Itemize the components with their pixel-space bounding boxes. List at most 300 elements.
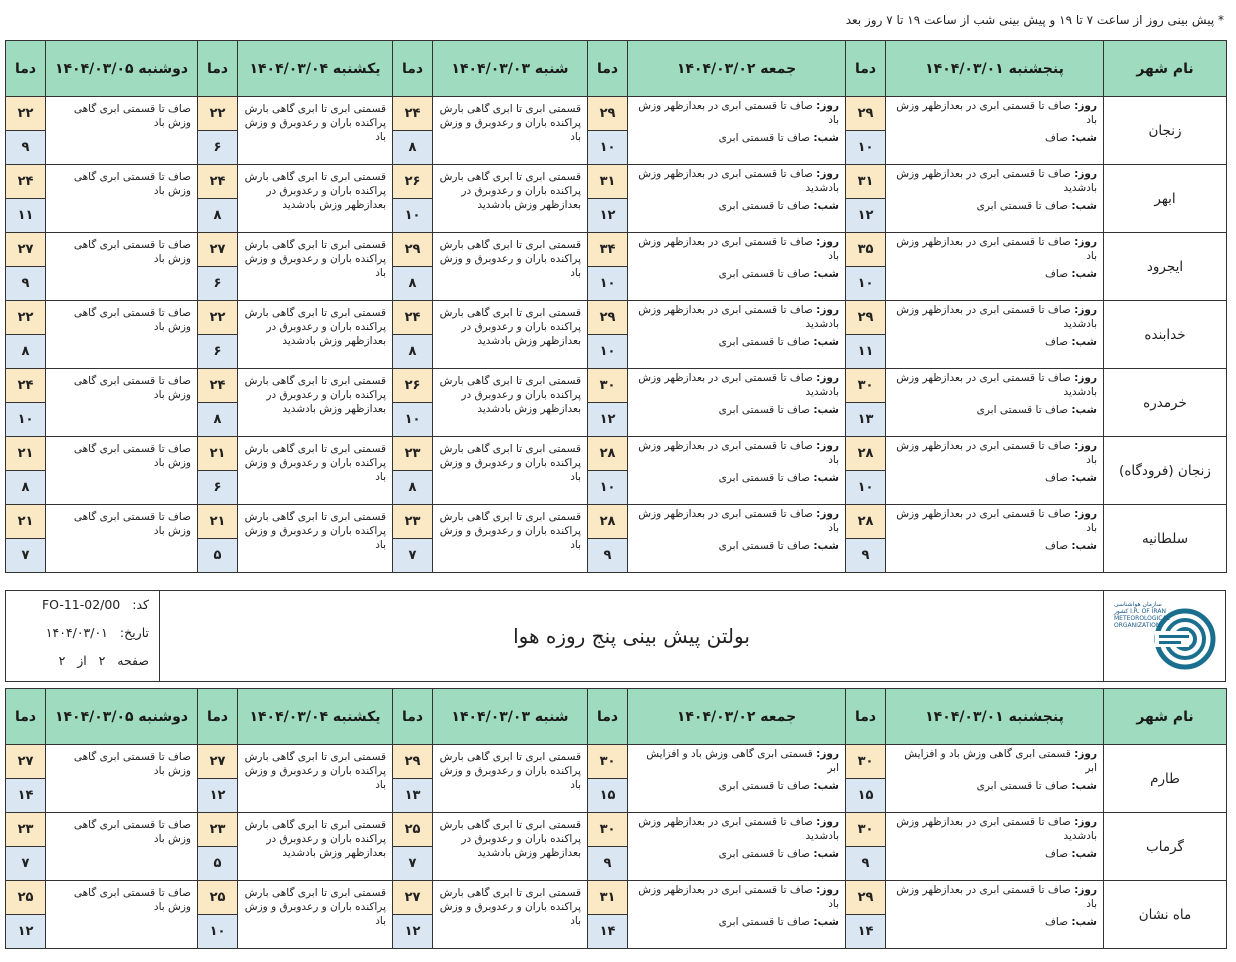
min-temp: ۸ xyxy=(6,471,46,505)
night-forecast-text: صاف تا قسمتی ابری xyxy=(976,780,1069,792)
day-forecast-text: صاف تا قسمتی ابری در بعدازظهر وزش باد xyxy=(638,236,839,262)
max-temp: ۲۴ xyxy=(6,369,46,403)
max-temp: ۳۰ xyxy=(846,745,886,779)
max-temp: ۲۷ xyxy=(393,881,433,915)
forecast-description xyxy=(628,233,846,301)
code-row xyxy=(6,597,149,625)
max-temp: ۲۱ xyxy=(198,505,238,539)
day-label: روز: xyxy=(1074,304,1097,316)
day-label: روز: xyxy=(816,748,839,760)
min-temp: ۷ xyxy=(6,539,46,573)
night-label: شب: xyxy=(813,916,839,928)
night-forecast-text: صاف تا قسمتی ابری xyxy=(718,780,811,792)
min-temp: ۹ xyxy=(846,539,886,573)
max-temp: ۲۹ xyxy=(588,97,628,131)
night-forecast xyxy=(632,403,839,417)
logo xyxy=(1103,591,1225,681)
night-forecast xyxy=(890,847,1097,861)
code-label: کد: xyxy=(132,597,149,612)
min-temp: ۱۲ xyxy=(588,199,628,233)
forecast-description xyxy=(886,437,1104,505)
day-forecast-text: صاف تا قسمتی ابری در بعدازظهر وزش باد xyxy=(638,440,839,466)
table-header-row xyxy=(6,41,1227,97)
night-forecast-text: صاف تا قسمتی ابری xyxy=(718,336,811,348)
min-temp: ۱۰ xyxy=(198,915,238,949)
night-forecast xyxy=(632,847,839,861)
min-temp: ۱۰ xyxy=(588,471,628,505)
day-forecast-text: صاف تا قسمتی ابری در بعدازظهر وزش باد xyxy=(896,100,1097,126)
day-label: روز: xyxy=(1074,440,1097,452)
day-forecast xyxy=(632,303,839,331)
city-name: زنجان xyxy=(1104,97,1227,165)
max-temp: ۲۸ xyxy=(588,437,628,471)
day-3-header: شنبه ۱۴۰۴/۰۳/۰۳ xyxy=(433,689,588,745)
forecast-description xyxy=(886,881,1104,949)
min-temp: ۸ xyxy=(6,335,46,369)
forecast-description: صاف تا قسمتی ابری گاهی وزش باد xyxy=(46,97,198,165)
table-row xyxy=(6,813,1227,847)
forecast-description: صاف تا قسمتی ابری گاهی وزش باد xyxy=(46,813,198,881)
min-temp: ۱۰ xyxy=(393,199,433,233)
max-temp: ۲۸ xyxy=(588,505,628,539)
forecast-description: قسمتی ابری تا ابری گاهی بارش پراکنده باران و رعدوبرق و وزش باد xyxy=(433,745,588,813)
night-forecast-text: صاف تا قسمتی ابری xyxy=(718,404,811,416)
forecast-description xyxy=(628,437,846,505)
day-5-header: دوشنبه ۱۴۰۴/۰۳/۰۵ xyxy=(46,689,198,745)
night-label: شب: xyxy=(813,132,839,144)
temp-column-header: دما xyxy=(393,41,433,97)
min-temp: ۸ xyxy=(198,199,238,233)
day-forecast-text: صاف تا قسمتی ابری در بعدازظهر وزش بادشدید xyxy=(638,304,839,330)
night-forecast xyxy=(632,471,839,485)
temp-column-header: دما xyxy=(198,689,238,745)
forecast-description: قسمتی ابری تا ابری گاهی بارش پراکنده باران و رعدوبرق در بعدازظهر وزش بادشدید xyxy=(238,813,393,881)
day-forecast xyxy=(890,99,1097,127)
day-label: روز: xyxy=(816,236,839,248)
day-label: روز: xyxy=(1074,816,1097,828)
min-temp: ۱۲ xyxy=(198,779,238,813)
max-temp: ۳۰ xyxy=(846,369,886,403)
forecast-description xyxy=(628,745,846,813)
night-forecast xyxy=(890,915,1097,929)
day-forecast xyxy=(890,747,1097,775)
min-temp: ۷ xyxy=(393,847,433,881)
max-temp: ۲۹ xyxy=(846,97,886,131)
day-forecast xyxy=(632,99,839,127)
night-forecast-text: صاف تا قسمتی ابری xyxy=(718,200,811,212)
night-label: شب: xyxy=(1071,780,1097,792)
max-temp: ۲۷ xyxy=(6,233,46,267)
night-forecast-text: صاف تا قسمتی ابری xyxy=(718,132,811,144)
forecast-description xyxy=(628,369,846,437)
table-row xyxy=(6,369,1227,403)
day-forecast xyxy=(890,371,1097,399)
min-temp: ۸ xyxy=(393,131,433,165)
min-temp: ۹ xyxy=(588,539,628,573)
min-temp: ۹ xyxy=(6,131,46,165)
max-temp: ۲۹ xyxy=(393,233,433,267)
table-row xyxy=(6,745,1227,779)
min-temp: ۶ xyxy=(198,131,238,165)
forecast-description xyxy=(628,505,846,573)
night-forecast-text: صاف تا قسمتی ابری xyxy=(718,848,811,860)
min-temp: ۱۰ xyxy=(588,131,628,165)
forecast-description xyxy=(886,505,1104,573)
forecast-description xyxy=(628,97,846,165)
night-forecast xyxy=(890,539,1097,553)
forecast-description xyxy=(886,233,1104,301)
forecast-period-note: * پیش بینی روز از ساعت ۷ تا ۱۹ و پیش بینی شب از ساعت ۱۹ تا ۷ روز بعد xyxy=(845,13,1224,27)
night-forecast-text: صاف xyxy=(1045,472,1069,484)
city-name: ایجرود xyxy=(1104,233,1227,301)
max-temp: ۳۱ xyxy=(588,881,628,915)
temp-column-header: دما xyxy=(588,41,628,97)
forecast-description: صاف تا قسمتی ابری گاهی وزش باد xyxy=(46,233,198,301)
forecast-description: قسمتی ابری تا ابری گاهی بارش پراکنده باران و رعدوبرق در بعدازظهر وزش بادشدید xyxy=(238,165,393,233)
min-temp: ۱۲ xyxy=(6,915,46,949)
min-temp: ۱۲ xyxy=(846,199,886,233)
min-temp: ۶ xyxy=(198,267,238,301)
min-temp: ۵ xyxy=(198,847,238,881)
page-number-row xyxy=(6,653,149,681)
night-label: شب: xyxy=(1071,268,1097,280)
min-temp: ۷ xyxy=(6,847,46,881)
day-label: روز: xyxy=(816,884,839,896)
night-forecast-text: صاف تا قسمتی ابری xyxy=(718,472,811,484)
max-temp: ۳۰ xyxy=(846,813,886,847)
max-temp: ۲۹ xyxy=(846,881,886,915)
min-temp: ۸ xyxy=(393,267,433,301)
day-forecast-text: صاف تا قسمتی ابری در بعدازظهر وزش بادشدید xyxy=(896,168,1097,194)
night-label: شب: xyxy=(1071,472,1097,484)
day-forecast-text: صاف تا قسمتی ابری در بعدازظهر وزش باد xyxy=(638,508,839,534)
min-temp: ۹ xyxy=(588,847,628,881)
day-forecast-text: صاف تا قسمتی ابری در بعدازظهر وزش بادشدید xyxy=(896,816,1097,842)
night-forecast-text: صاف xyxy=(1045,848,1069,860)
day-label: روز: xyxy=(1074,884,1097,896)
forecast-description: قسمتی ابری تا ابری گاهی بارش پراکنده باران و رعدوبرق و وزش باد xyxy=(238,881,393,949)
min-temp: ۱۰ xyxy=(588,335,628,369)
min-temp: ۶ xyxy=(198,471,238,505)
forecast-description: قسمتی ابری تا ابری گاهی بارش پراکنده باران و رعدوبرق و وزش باد xyxy=(433,437,588,505)
day-forecast-text: صاف تا قسمتی ابری در بعدازظهر وزش باد xyxy=(896,440,1097,466)
day-forecast-text: صاف تا قسمتی ابری در بعدازظهر وزش بادشدید xyxy=(638,168,839,194)
city-name: خرمدره xyxy=(1104,369,1227,437)
table-row xyxy=(6,505,1227,539)
night-label: شب: xyxy=(1071,848,1097,860)
night-forecast-text: صاف xyxy=(1045,132,1069,144)
forecast-description xyxy=(886,165,1104,233)
forecast-description xyxy=(886,745,1104,813)
min-temp: ۱۰ xyxy=(588,267,628,301)
date-value: ۱۴۰۴/۰۳/۰۱ xyxy=(45,625,108,640)
night-forecast-text: صاف تا قسمتی ابری xyxy=(718,268,811,280)
forecast-description: قسمتی ابری تا ابری گاهی بارش پراکنده باران و رعدوبرق در بعدازظهر وزش بادشدید xyxy=(433,369,588,437)
night-forecast-text: صاف تا قسمتی ابری xyxy=(976,200,1069,212)
max-temp: ۳۵ xyxy=(846,233,886,267)
forecast-description: صاف تا قسمتی ابری گاهی وزش باد xyxy=(46,165,198,233)
day-label: روز: xyxy=(816,508,839,520)
day-5-header: دوشنبه ۱۴۰۴/۰۳/۰۵ xyxy=(46,41,198,97)
max-temp: ۲۷ xyxy=(198,233,238,267)
night-forecast xyxy=(632,915,839,929)
forecast-description: صاف تا قسمتی ابری گاهی وزش باد xyxy=(46,301,198,369)
forecast-description: قسمتی ابری تا ابری گاهی بارش پراکنده باران و رعدوبرق و وزش باد xyxy=(238,233,393,301)
forecast-description xyxy=(886,369,1104,437)
night-forecast xyxy=(890,471,1097,485)
max-temp: ۲۵ xyxy=(6,881,46,915)
night-forecast-text: صاف تا قسمتی ابری xyxy=(718,540,811,552)
forecast-table-2 xyxy=(5,688,1227,949)
forecast-description: قسمتی ابری تا ابری گاهی بارش پراکنده باران و رعدوبرق و وزش باد xyxy=(238,745,393,813)
night-forecast xyxy=(890,403,1097,417)
page-number: صفحه ۲ از ۲ xyxy=(58,653,149,668)
day-forecast xyxy=(890,235,1097,263)
day-forecast-text: صاف تا قسمتی ابری در بعدازظهر وزش بادشدید xyxy=(896,372,1097,398)
forecast-description: قسمتی ابری تا ابری گاهی بارش پراکنده باران و رعدوبرق و وزش باد xyxy=(238,97,393,165)
day-3-header: شنبه ۱۴۰۴/۰۳/۰۳ xyxy=(433,41,588,97)
max-temp: ۲۴ xyxy=(393,97,433,131)
forecast-description xyxy=(628,881,846,949)
day-label: روز: xyxy=(816,168,839,180)
temp-column-header: دما xyxy=(393,689,433,745)
min-temp: ۱۱ xyxy=(6,199,46,233)
max-temp: ۲۲ xyxy=(198,97,238,131)
forecast-description xyxy=(886,97,1104,165)
min-temp: ۹ xyxy=(6,267,46,301)
forecast-description: صاف تا قسمتی ابری گاهی وزش باد xyxy=(46,745,198,813)
forecast-description xyxy=(628,165,846,233)
date-label: تاریخ: xyxy=(119,625,149,640)
night-forecast xyxy=(890,779,1097,793)
max-temp: ۲۴ xyxy=(393,301,433,335)
temp-column-header: دما xyxy=(6,41,46,97)
forecast-description: قسمتی ابری تا ابری گاهی بارش پراکنده باران و رعدوبرق و وزش باد xyxy=(238,505,393,573)
min-temp: ۱۰ xyxy=(846,131,886,165)
night-forecast-text: صاف xyxy=(1045,336,1069,348)
max-temp: ۲۲ xyxy=(6,97,46,131)
max-temp: ۲۱ xyxy=(6,437,46,471)
night-forecast-text: صاف xyxy=(1045,540,1069,552)
day-forecast xyxy=(632,747,839,775)
forecast-description xyxy=(886,813,1104,881)
day-forecast xyxy=(890,507,1097,535)
min-temp: ۱۴ xyxy=(6,779,46,813)
date-row xyxy=(6,625,149,653)
day-2-header: جمعه ۱۴۰۴/۰۳/۰۲ xyxy=(628,689,846,745)
night-label: شب: xyxy=(813,200,839,212)
min-temp: ۱۴ xyxy=(846,915,886,949)
day-label: روز: xyxy=(1074,508,1097,520)
max-temp: ۲۶ xyxy=(393,369,433,403)
day-label: روز: xyxy=(816,372,839,384)
day-forecast-text: صاف تا قسمتی ابری در بعدازظهر وزش باد xyxy=(896,508,1097,534)
city-name: زنجان (فرودگاه) xyxy=(1104,437,1227,505)
night-label: شب: xyxy=(813,848,839,860)
forecast-description: قسمتی ابری تا ابری گاهی بارش پراکنده باران و رعدوبرق در بعدازظهر وزش بادشدید xyxy=(433,165,588,233)
logo-text: سازمان هواشناسی کشور I.R. OF IRAN METEOROLOGICAL ORGANIZATION xyxy=(1114,601,1170,629)
day-label: روز: xyxy=(1074,236,1097,248)
min-temp: ۱۲ xyxy=(588,403,628,437)
day-label: روز: xyxy=(816,440,839,452)
min-temp: ۱۰ xyxy=(6,403,46,437)
max-temp: ۲۲ xyxy=(198,301,238,335)
max-temp: ۲۹ xyxy=(393,745,433,779)
day-forecast xyxy=(890,439,1097,467)
table-row xyxy=(6,301,1227,335)
day-forecast xyxy=(632,507,839,535)
city-name: ماه نشان xyxy=(1104,881,1227,949)
forecast-description xyxy=(886,301,1104,369)
forecast-description: صاف تا قسمتی ابری گاهی وزش باد xyxy=(46,437,198,505)
document-info xyxy=(6,591,160,681)
max-temp: ۲۷ xyxy=(6,745,46,779)
forecast-description: قسمتی ابری تا ابری گاهی بارش پراکنده باران و رعدوبرق در بعدازظهر وزش بادشدید xyxy=(433,301,588,369)
table-header-row xyxy=(6,689,1227,745)
day-label: روز: xyxy=(1074,168,1097,180)
city-name: خدابنده xyxy=(1104,301,1227,369)
day-label: روز: xyxy=(1074,748,1097,760)
night-label: شب: xyxy=(813,268,839,280)
forecast-description: قسمتی ابری تا ابری گاهی بارش پراکنده باران و رعدوبرق و وزش باد xyxy=(238,437,393,505)
night-forecast xyxy=(632,539,839,553)
day-forecast-text: صاف تا قسمتی ابری در بعدازظهر وزش باد xyxy=(638,100,839,126)
max-temp: ۲۹ xyxy=(588,301,628,335)
day-forecast-text: صاف تا قسمتی ابری در بعدازظهر وزش باد xyxy=(896,236,1097,262)
table-row xyxy=(6,97,1227,131)
night-label: شب: xyxy=(1071,916,1097,928)
forecast-description: قسمتی ابری تا ابری گاهی بارش پراکنده باران و رعدوبرق در بعدازظهر وزش بادشدید xyxy=(238,301,393,369)
forecast-description: قسمتی ابری تا ابری گاهی بارش پراکنده باران و رعدوبرق و وزش باد xyxy=(433,881,588,949)
max-temp: ۲۱ xyxy=(6,505,46,539)
max-temp: ۲۲ xyxy=(6,301,46,335)
max-temp: ۲۴ xyxy=(6,165,46,199)
forecast-description xyxy=(628,813,846,881)
city-column-header: نام شهر xyxy=(1104,41,1227,97)
forecast-description: صاف تا قسمتی ابری گاهی وزش باد xyxy=(46,505,198,573)
max-temp: ۲۸ xyxy=(846,505,886,539)
table-row xyxy=(6,165,1227,199)
max-temp: ۲۳ xyxy=(393,437,433,471)
day-label: روز: xyxy=(1074,100,1097,112)
night-forecast xyxy=(890,131,1097,145)
max-temp: ۲۸ xyxy=(846,437,886,471)
day-2-header: جمعه ۱۴۰۴/۰۳/۰۲ xyxy=(628,41,846,97)
day-forecast-text: صاف تا قسمتی ابری در بعدازظهر وزش بادشدید xyxy=(638,816,839,842)
forecast-description: صاف تا قسمتی ابری گاهی وزش باد xyxy=(46,369,198,437)
max-temp: ۲۶ xyxy=(393,165,433,199)
day-forecast xyxy=(632,371,839,399)
forecast-table-1 xyxy=(5,40,1227,573)
day-1-header: پنجشنبه ۱۴۰۴/۰۳/۰۱ xyxy=(886,689,1104,745)
max-temp: ۲۷ xyxy=(198,745,238,779)
max-temp: ۳۱ xyxy=(588,165,628,199)
day-forecast xyxy=(632,815,839,843)
day-forecast-text: صاف تا قسمتی ابری در بعدازظهر وزش باد xyxy=(638,884,839,910)
day-forecast-text: صاف تا قسمتی ابری در بعدازظهر وزش بادشدید xyxy=(638,372,839,398)
min-temp: ۹ xyxy=(846,847,886,881)
table-row xyxy=(6,233,1227,267)
day-label: روز: xyxy=(816,816,839,828)
night-label: شب: xyxy=(1071,200,1097,212)
table-row xyxy=(6,881,1227,915)
min-temp: ۶ xyxy=(198,335,238,369)
max-temp: ۲۳ xyxy=(6,813,46,847)
city-name: گرماب xyxy=(1104,813,1227,881)
bulletin-banner xyxy=(5,590,1226,682)
night-forecast xyxy=(632,779,839,793)
max-temp: ۳۱ xyxy=(846,165,886,199)
night-forecast xyxy=(890,199,1097,213)
city-name: سلطانیه xyxy=(1104,505,1227,573)
min-temp: ۸ xyxy=(393,471,433,505)
night-label: شب: xyxy=(1071,132,1097,144)
min-temp: ۱۵ xyxy=(588,779,628,813)
min-temp: ۵ xyxy=(198,539,238,573)
min-temp: ۱۵ xyxy=(846,779,886,813)
temp-column-header: دما xyxy=(846,41,886,97)
city-name: طارم xyxy=(1104,745,1227,813)
min-temp: ۸ xyxy=(198,403,238,437)
min-temp: ۱۴ xyxy=(588,915,628,949)
night-label: شب: xyxy=(1071,540,1097,552)
day-forecast xyxy=(890,303,1097,331)
night-label: شب: xyxy=(813,540,839,552)
day-forecast xyxy=(890,883,1097,911)
day-forecast xyxy=(632,883,839,911)
day-forecast-text: قسمتی ابری گاهی وزش باد و افزایش ابر xyxy=(646,748,839,774)
code-value: FO-11-02/00 xyxy=(41,597,121,612)
day-forecast xyxy=(632,167,839,195)
max-temp: ۲۹ xyxy=(846,301,886,335)
night-label: شب: xyxy=(813,336,839,348)
night-label: شب: xyxy=(1071,336,1097,348)
city-column-header: نام شهر xyxy=(1104,689,1227,745)
day-4-header: یکشنبه ۱۴۰۴/۰۳/۰۴ xyxy=(238,689,393,745)
min-temp: ۱۳ xyxy=(393,779,433,813)
min-temp: ۱۲ xyxy=(393,915,433,949)
night-forecast-text: صاف xyxy=(1045,268,1069,280)
day-label: روز: xyxy=(1074,372,1097,384)
day-4-header: یکشنبه ۱۴۰۴/۰۳/۰۴ xyxy=(238,41,393,97)
max-temp: ۳۰ xyxy=(588,813,628,847)
night-forecast-text: صاف xyxy=(1045,916,1069,928)
table-row xyxy=(6,437,1227,471)
temp-column-header: دما xyxy=(588,689,628,745)
night-label: شب: xyxy=(813,404,839,416)
min-temp: ۱۰ xyxy=(846,267,886,301)
night-label: شب: xyxy=(1071,404,1097,416)
max-temp: ۲۵ xyxy=(393,813,433,847)
forecast-description xyxy=(628,301,846,369)
min-temp: ۱۱ xyxy=(846,335,886,369)
temp-column-header: دما xyxy=(846,689,886,745)
day-forecast xyxy=(632,235,839,263)
night-forecast xyxy=(890,267,1097,281)
night-forecast xyxy=(632,131,839,145)
day-forecast xyxy=(632,439,839,467)
temp-column-header: دما xyxy=(6,689,46,745)
min-temp: ۱۰ xyxy=(846,471,886,505)
day-forecast-text: صاف تا قسمتی ابری در بعدازظهر وزش بادشدید xyxy=(896,304,1097,330)
city-name: ابهر xyxy=(1104,165,1227,233)
max-temp: ۲۵ xyxy=(198,881,238,915)
forecast-description: قسمتی ابری تا ابری گاهی بارش پراکنده باران و رعدوبرق در بعدازظهر وزش بادشدید xyxy=(433,813,588,881)
min-temp: ۱۰ xyxy=(393,403,433,437)
day-1-header: پنجشنبه ۱۴۰۴/۰۳/۰۱ xyxy=(886,41,1104,97)
max-temp: ۲۴ xyxy=(198,165,238,199)
bulletin-title: بولتن پیش بینی پنج روزه هوا xyxy=(513,624,750,648)
